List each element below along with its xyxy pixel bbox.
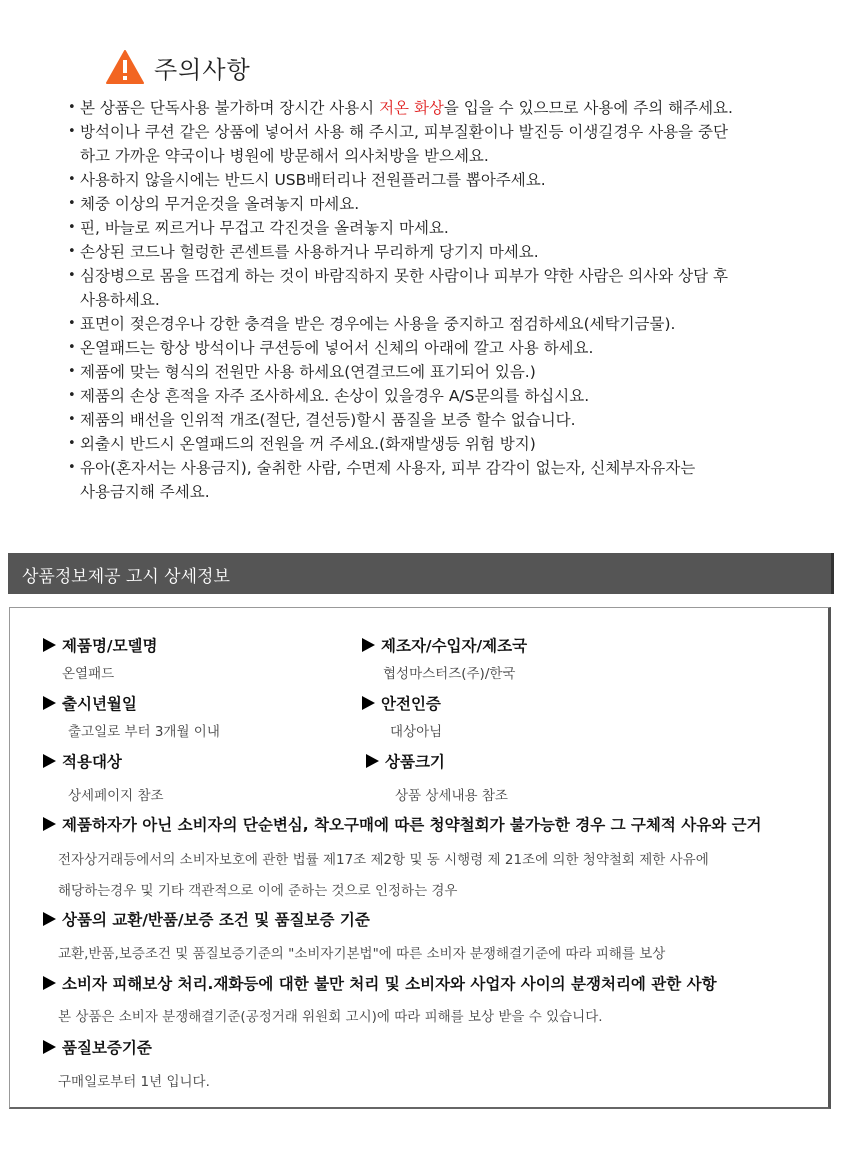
triangle-bullet-icon — [43, 912, 56, 926]
triangle-bullet-icon — [43, 976, 56, 990]
product-name-value: 온열패드 — [62, 666, 115, 682]
product-name-label: 제품명/모델명 — [43, 634, 158, 656]
section-title-bar — [8, 553, 834, 594]
caution-header — [106, 47, 251, 87]
withdrawal-label: 제품하자가 아닌 소비자의 단순변심, 착오구매에 따른 청약철회가 불가능한 경우 그 구체적 사유와 근거 — [43, 813, 762, 835]
triangle-bullet-icon — [366, 754, 379, 768]
compensation-label: 소비자 피해보상 처리.재화등에 대한 불만 처리 및 소비자와 사업자 사이의 분쟁처리에 관한 사항 — [43, 972, 717, 994]
list-item: • 표면이 젖은경우나 강한 충격을 받은 경우에는 사용을 중지하고 점검하세요(세탁기금물). — [68, 312, 788, 336]
withdrawal-value-line2: 해당하는경우 및 기타 객관적으로 이에 준하는 것으로 인정하는 경우 — [58, 883, 458, 899]
target-value: 상세페이지 참조 — [68, 788, 164, 804]
release-label: 출시년월일 — [43, 692, 137, 714]
compensation-value: 본 상품은 소비자 분쟁해결기준(공정거래 위원회 고시)에 따라 피해를 보상 받을 수 있습니다. — [58, 1009, 603, 1025]
caution-title: 주의사항 — [154, 55, 251, 84]
target-label: 적용대상 — [43, 750, 122, 772]
exchange-label: 상품의 교환/반품/보증 조건 및 품질보증 기준 — [43, 908, 370, 930]
warranty-value: 구매일로부터 1년 입니다. — [58, 1074, 210, 1090]
triangle-bullet-icon — [362, 696, 375, 710]
list-item: • 손상된 코드나 헐렁한 콘센트를 사용하거나 무리하게 당기지 마세요. — [68, 240, 788, 264]
size-label: 상품크기 — [366, 750, 445, 772]
list-item: • 제품의 배선을 인위적 개조(절단, 결선등)할시 품질을 보증 할수 없습니다. — [68, 408, 788, 432]
list-item: • 제품에 맞는 형식의 전원만 사용 하세요(연결코드에 표기되어 있음.) — [68, 360, 788, 384]
highlight-text: 저온 화상 — [379, 99, 444, 117]
triangle-bullet-icon — [43, 696, 56, 710]
list-item: • 사용하지 않을시에는 반드시 USB배터리나 전원플러그를 뽑아주세요. — [68, 168, 788, 192]
withdrawal-value-line1: 전자상거래등에서의 소비자보호에 관한 법률 제17조 제2항 및 동 시행령 제 21조에 의한 청약철회 제한 사유에 — [58, 852, 709, 868]
list-item: • 체중 이상의 무거운것을 올려놓지 마세요. — [68, 192, 788, 216]
list-item: • 제품의 손상 흔적을 자주 조사하세요. 손상이 있을경우 A/S문의를 하십시요. — [68, 384, 788, 408]
caution-list — [68, 96, 788, 504]
list-item: • 외출시 반드시 온열패드의 전원을 꺼 주세요.(화재발생등 위험 방지) — [68, 432, 788, 456]
manufacturer-value: 협성마스터즈(주)/한국 — [383, 666, 516, 682]
triangle-bullet-icon — [43, 754, 56, 768]
exchange-value: 교환,반품,보증조건 및 품질보증기준의 "소비자기본법"에 따른 소비자 분쟁해결기준에 따라 피해를 보상 — [58, 946, 666, 962]
safety-label: 안전인증 — [362, 692, 441, 714]
list-item: • 온열패드는 항상 방석이나 쿠션등에 넣어서 신체의 아래에 깔고 사용 하세요. — [68, 336, 788, 360]
list-item: • 방석이나 쿠션 같은 상품에 넣어서 사용 해 주시고, 피부질환이나 발진등 이생길경우 사용을 중단 하고 가까운 약국이나 병원에 방문해서 의사처방을 받으세요. — [68, 120, 788, 168]
size-value: 상품 상세내용 참조 — [395, 788, 508, 804]
triangle-bullet-icon — [43, 638, 56, 652]
list-item: • 심장병으로 몸을 뜨겁게 하는 것이 바람직하지 못한 사람이나 피부가 약한 사람은 의사와 상담 후 사용하세요. — [68, 264, 788, 312]
warranty-label: 품질보증기준 — [43, 1036, 152, 1058]
list-item: • 유아(혼자서는 사용금지), 술취한 사람, 수면제 사용자, 피부 감각이 없는자, 신체부자유자는 사용금지해 주세요. — [68, 456, 788, 504]
list-item: • 핀, 바늘로 찌르거나 무겁고 각진것을 올려놓지 마세요. — [68, 216, 788, 240]
safety-value: 대상아님 — [390, 724, 443, 740]
manufacturer-label: 제조자/수입자/제조국 — [362, 634, 527, 656]
warning-icon — [106, 50, 144, 84]
triangle-bullet-icon — [43, 817, 56, 831]
triangle-bullet-icon — [43, 1040, 56, 1054]
product-info-box — [9, 607, 831, 1109]
section-title: 상품정보제공 고시 상세정보 — [22, 567, 230, 587]
list-item: • 본 상품은 단독사용 불가하며 장시간 사용시 저온 화상을 입을 수 있으므로 사용에 주의 해주세요. — [68, 96, 788, 120]
triangle-bullet-icon — [362, 638, 375, 652]
release-value: 출고일로 부터 3개월 이내 — [68, 724, 220, 740]
